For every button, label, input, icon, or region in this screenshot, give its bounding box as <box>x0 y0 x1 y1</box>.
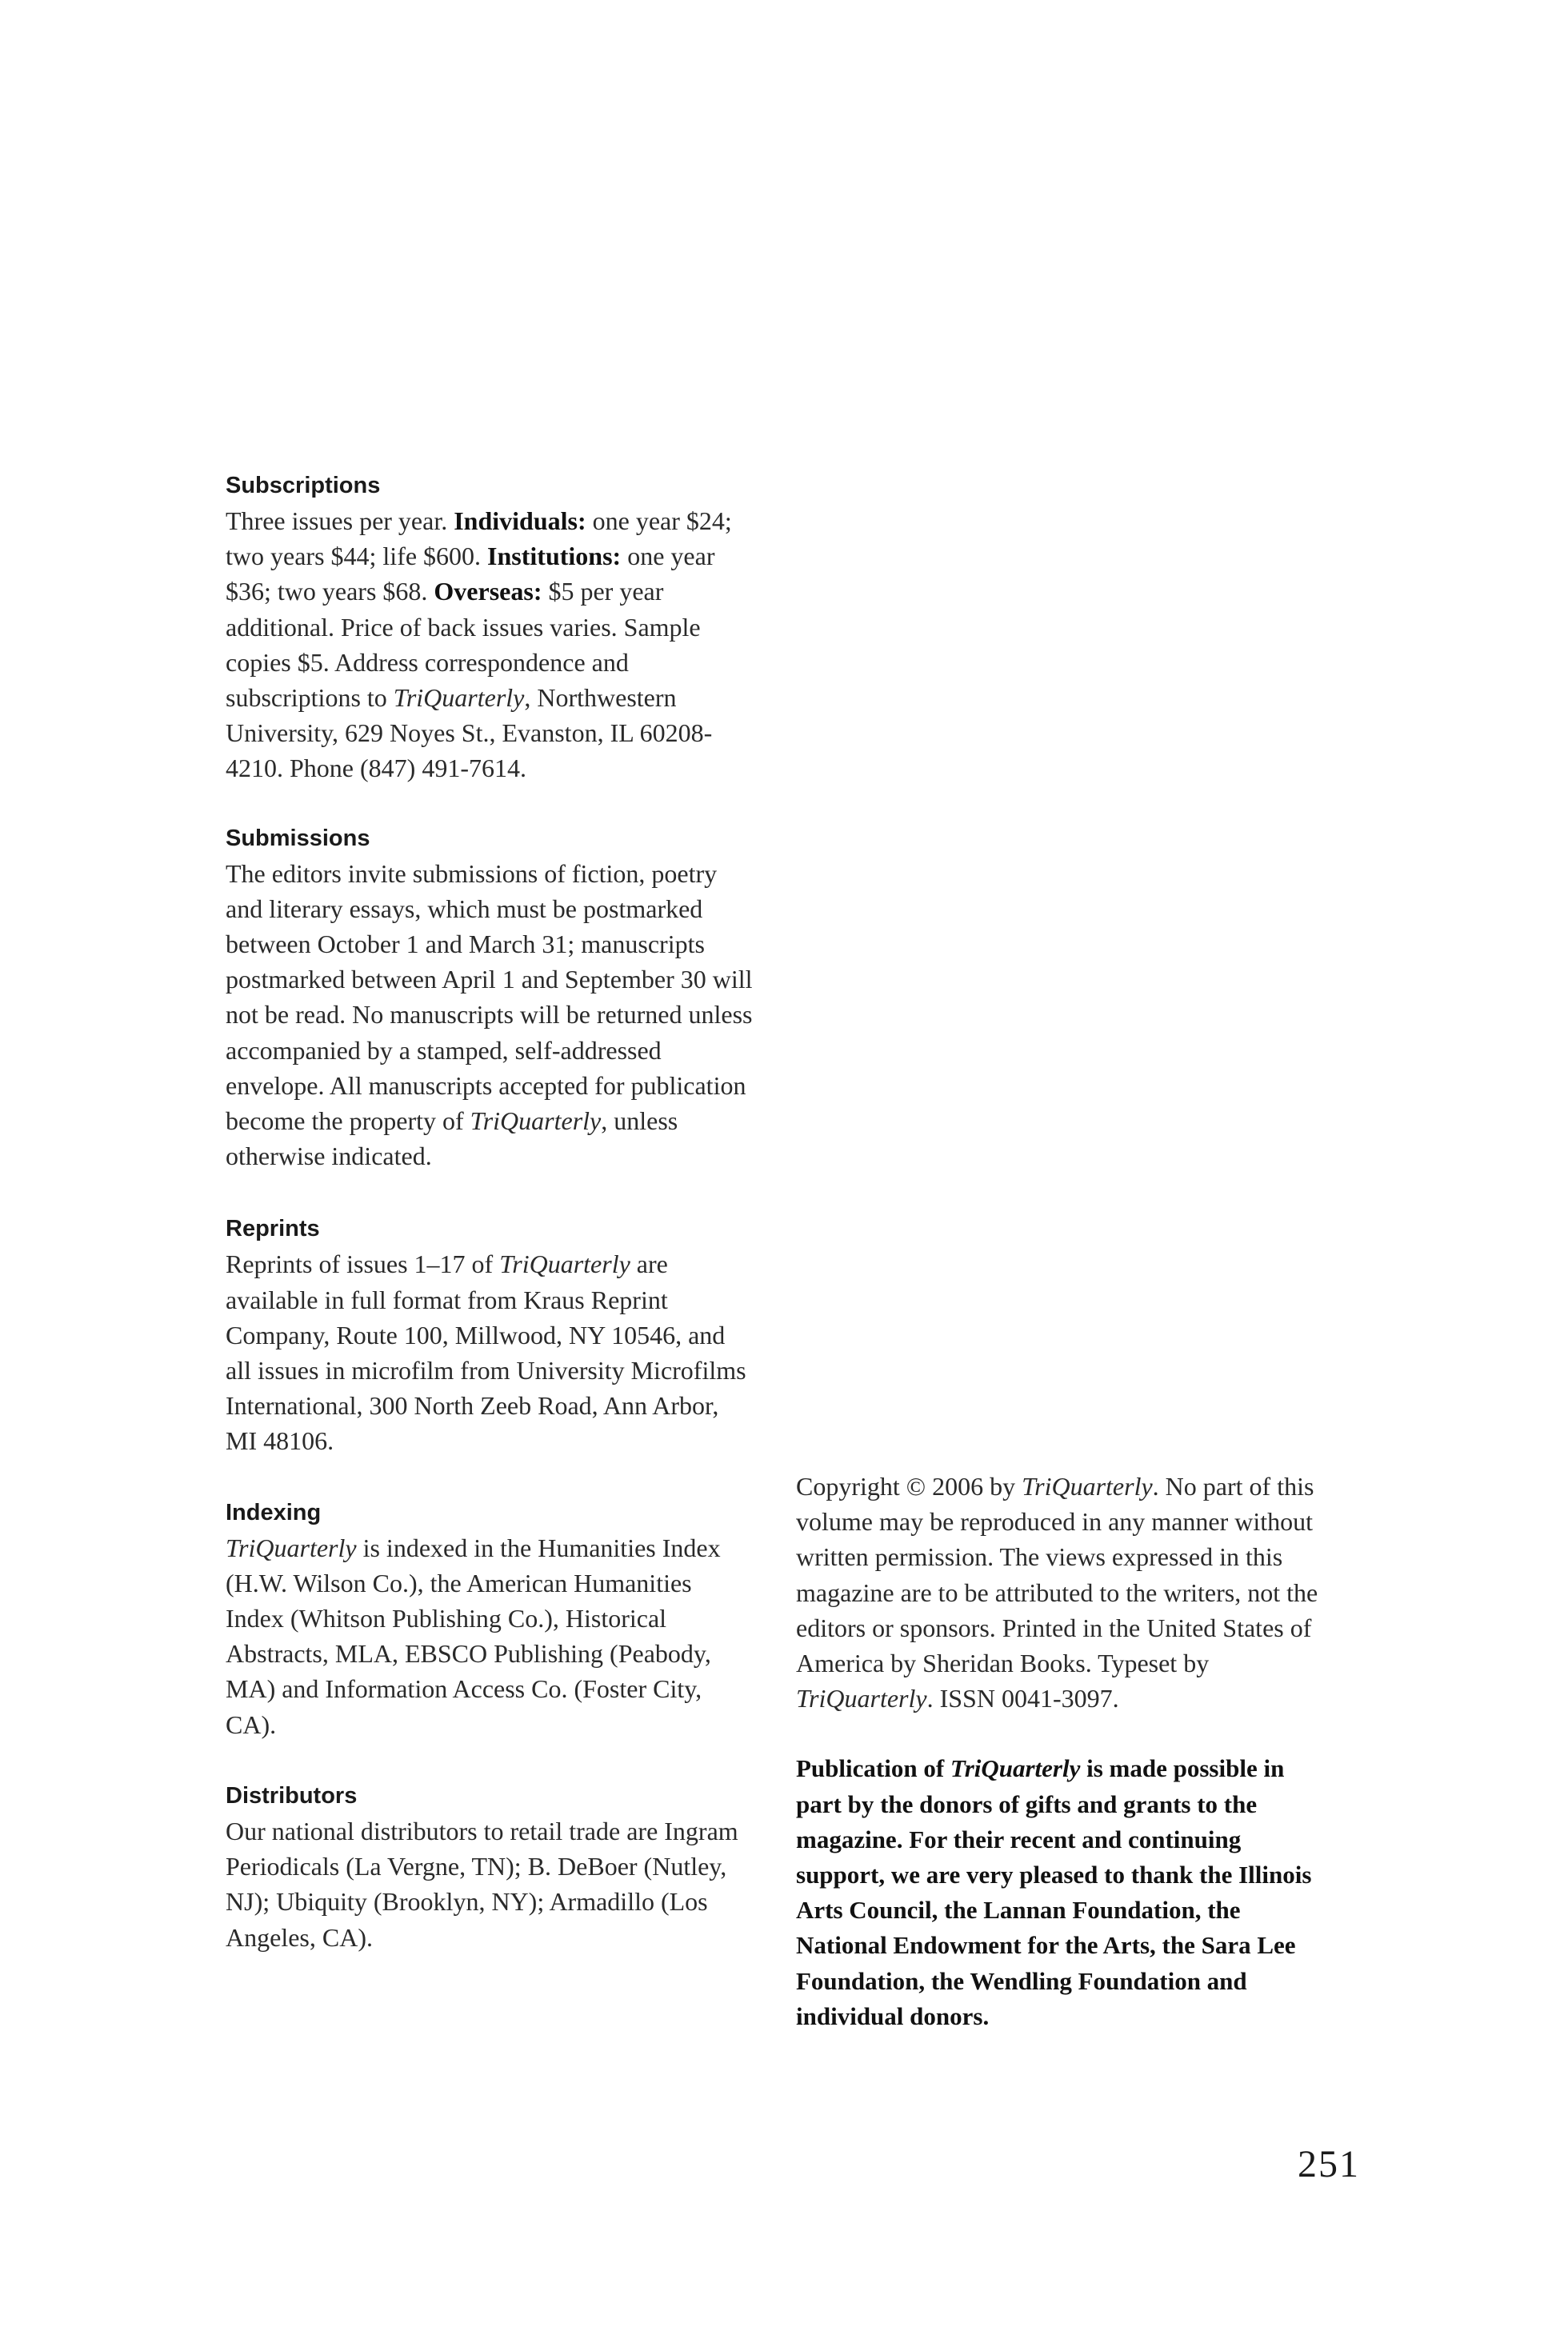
subscriptions-address: , Northwestern University, 629 Noyes St., Evanston, IL 60208-4210. Phone (847) 491-7614. <box>226 683 713 783</box>
submissions-section <box>226 821 754 1174</box>
submissions-journal-title: TriQuarterly <box>470 1106 602 1136</box>
subscriptions-intro: Three issues per year. <box>226 506 454 535</box>
submissions-body: The editors invite submissions of fiction, poetry and literary essays, which must be postmarked between October 1 and March 31; manuscripts postmarked between April 1 and September 30 will not be read. No manuscripts will be returned unless accompanied by a stamped, self-addressed envelope. All manuscripts accepted for publication become the property of <box>226 858 753 1136</box>
publication-journal-title: TriQuarterly <box>950 1754 1081 1783</box>
subscriptions-text <box>226 503 754 786</box>
subscriptions-individuals-prices: one year $24; two years $44; life $600. <box>226 506 732 571</box>
subscriptions-overseas-label: Overseas: <box>434 577 542 606</box>
page-number: 251 <box>1298 2143 1360 2185</box>
subscriptions-individuals-label: Individuals: <box>454 506 586 535</box>
subscriptions-heading: Subscriptions <box>226 473 381 498</box>
reprints-journal-title: TriQuarterly <box>499 1249 630 1279</box>
copyright-typeset-title: TriQuarterly <box>796 1684 927 1713</box>
publication-acknowledgment <box>796 1751 1324 2034</box>
reprints-section <box>226 1211 754 1458</box>
right-column <box>796 1469 1324 2034</box>
reprints-body: are available in full format from Kraus Reprint Company, Route 100, Millwood, NY 10546, and all issues in microfilm from University Microfilms International, 300 North Zeeb Road, Ann Arbor, MI 48106. <box>226 1249 746 1456</box>
subscriptions-section <box>226 468 754 786</box>
reprints-intro: Reprints of issues 1–17 of <box>226 1249 500 1279</box>
indexing-journal-title: TriQuarterly <box>226 1533 357 1562</box>
indexing-section <box>226 1495 754 1742</box>
distributors-section <box>226 1778 754 1955</box>
copyright-body: . No part of this volume may be reproduced in any manner without written permission. The views expressed in this magazine are to be attributed to the writers, not the editors or sponsors. Printed in the United States of America by Sheridan Books. Typeset by <box>796 1472 1318 1678</box>
reprints-text <box>226 1246 754 1458</box>
submissions-ending: , unless otherwise indicated. <box>226 1106 678 1171</box>
indexing-text <box>226 1530 754 1742</box>
copyright-intro: Copyright © 2006 by <box>796 1472 1022 1501</box>
distributors-text: Our national distributors to retail trade are Ingram Periodicals (La Vergne, TN); B. DeBoer (Nutley, NJ); Ubiquity (Brooklyn, NY); Armadillo (Los Angeles, CA). <box>226 1816 738 1952</box>
submissions-heading: Submissions <box>226 825 370 851</box>
subscriptions-institutions-label: Institutions: <box>487 542 622 571</box>
reprints-heading: Reprints <box>226 1216 320 1242</box>
publication-body: is made possible in part by the donors of gifts and grants to the magazine. For their recent and continuing support, we are very pleased to thank the Illinois Arts Council, the Lannan Foundation, the National Endowment for the Arts, the Sara Lee Foundation, the Wendling Foundation and individual donors. <box>796 1754 1312 2030</box>
publication-intro: Publication of <box>796 1754 950 1783</box>
subscriptions-institutions-prices: one year $36; two years $68. <box>226 542 715 606</box>
subscriptions-overseas-text: $5 per year additional. Price of back issues varies. Sample copies $5. Address correspondence and subscriptions to <box>226 577 701 713</box>
left-column <box>226 468 754 1955</box>
copyright-notice <box>796 1469 1324 1716</box>
indexing-heading: Indexing <box>226 1499 322 1525</box>
distributors-heading: Distributors <box>226 1782 358 1809</box>
copyright-issn: . ISSN 0041-3097. <box>926 1684 1119 1713</box>
submissions-text <box>226 856 754 1174</box>
copyright-journal-title: TriQuarterly <box>1022 1472 1153 1501</box>
subscriptions-journal-title: TriQuarterly <box>393 683 525 713</box>
indexing-body: is indexed in the Humanities Index (H.W. Wilson Co.), the American Humanities Index (Whitson Publishing Co.), Historical Abstracts, MLA, EBSCO Publishing (Peabody, MA) and Information Access Co. (Foster City, CA). <box>226 1533 721 1739</box>
